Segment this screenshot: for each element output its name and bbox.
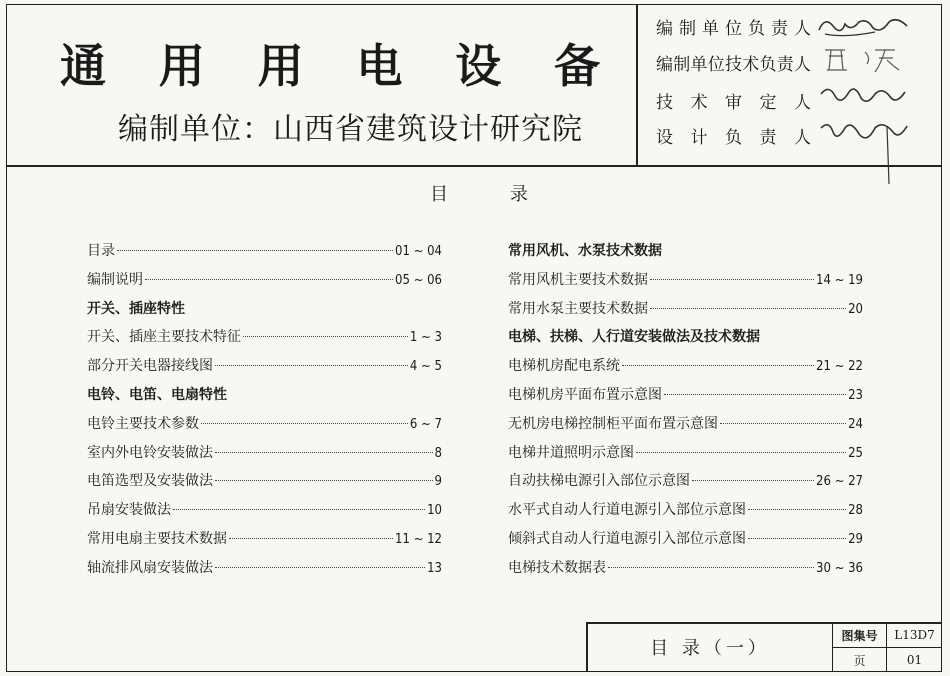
atlas-label: 图集号 xyxy=(841,628,878,643)
toc-item-pages: 30 ~ 36 xyxy=(816,560,863,576)
toc-item[interactable] xyxy=(508,528,863,548)
toc-item-pages: 6 ~ 7 xyxy=(409,416,442,432)
toc-item-label: 吊扇安装做法 xyxy=(87,502,171,519)
responsibility-label-char: 位 xyxy=(725,19,742,39)
toc-item-label: 无机房电梯控制柜平面布置示意图 xyxy=(508,415,718,432)
toc-item-label: 开关、插座主要技术特征 xyxy=(87,329,241,346)
toc-item-label: 水平式自动人行道电源引入部位示意图 xyxy=(508,502,746,519)
toc-section-heading: 开关、插座特性 xyxy=(87,300,185,317)
responsibility-label-char: 责 xyxy=(771,19,788,39)
responsibility-label-char: 人 xyxy=(794,55,811,75)
toc-item-label: 部分开关电器接线图 xyxy=(87,358,213,375)
toc-leader-dots xyxy=(243,336,408,337)
toc-item[interactable] xyxy=(87,413,442,433)
toc-item-label: 自动扶梯电源引入部位示意图 xyxy=(508,473,690,490)
responsibility-label-char: 编 xyxy=(656,19,673,39)
toc-leader-dots xyxy=(173,509,425,510)
responsibility-label-char: 编 xyxy=(656,55,673,75)
toc-item-pages: 4 ~ 5 xyxy=(409,359,442,375)
toc-item[interactable] xyxy=(87,355,442,375)
toc-item-pages: 25 xyxy=(848,445,863,461)
signature-1 xyxy=(815,12,915,42)
toc-item[interactable] xyxy=(87,269,442,289)
toc-item-pages: 20 xyxy=(848,301,863,317)
toc-item[interactable] xyxy=(87,557,442,577)
toc-leader-dots xyxy=(748,509,846,510)
toc-item-pages: 13 xyxy=(427,560,442,576)
responsibility-label-char: 人 xyxy=(794,128,811,148)
page-title-char: 用 xyxy=(158,39,205,93)
toc-item-label: 电梯机房配电系统 xyxy=(508,358,620,375)
toc-item[interactable] xyxy=(87,326,442,346)
toc-item-pages: 28 xyxy=(848,503,863,519)
toc-leader-dots xyxy=(117,250,393,251)
responsibility-label-char: 负 xyxy=(759,55,777,75)
toc-item-pages: 9 xyxy=(434,474,442,490)
toc-leader-dots xyxy=(636,452,846,453)
toc-item-label: 常用风机主要技术数据 xyxy=(508,271,648,288)
toc-leader-dots xyxy=(215,365,408,366)
toc-item-pages: 21 ~ 22 xyxy=(816,359,863,375)
toc-item-label: 电铃主要技术参数 xyxy=(87,415,199,432)
toc-item-label: 室内外电铃安装做法 xyxy=(87,444,213,461)
toc-item-pages: 01 ~ 04 xyxy=(395,244,442,259)
responsibility-label xyxy=(656,88,811,113)
toc-item[interactable] xyxy=(508,384,863,404)
toc-item-pages: 1 ~ 3 xyxy=(409,330,442,346)
toc-item[interactable] xyxy=(87,528,442,548)
toc-leader-dots xyxy=(748,538,846,539)
toc-item[interactable] xyxy=(508,355,863,375)
toc-leader-dots xyxy=(664,394,846,395)
toc-leader-dots xyxy=(215,567,425,568)
toc-item[interactable] xyxy=(508,442,863,462)
toc-item[interactable] xyxy=(508,557,863,577)
responsibility-label-char: 技 xyxy=(656,93,673,113)
signature-3 xyxy=(815,80,915,110)
responsibility-label-char: 责 xyxy=(759,128,777,148)
atlas-number: L13D7 xyxy=(894,628,935,642)
toc-item-label: 编制说明 xyxy=(87,271,143,288)
toc-item-pages: 14 ~ 19 xyxy=(816,272,863,288)
responsibility-box-divider xyxy=(636,4,638,166)
toc-item-label: 电梯技术数据表 xyxy=(508,559,606,576)
toc-item-pages: 10 xyxy=(427,503,442,519)
toc-item-pages: 05 ~ 06 xyxy=(395,272,442,288)
toc-item-pages: 23 xyxy=(848,388,863,403)
page-label: 页 xyxy=(853,653,866,668)
toc-leader-dots xyxy=(145,279,393,280)
responsibility-label-char: 制 xyxy=(679,19,696,39)
page-title xyxy=(60,30,600,96)
responsibility-label-char: 单 xyxy=(690,55,708,75)
responsibility-label-char: 位 xyxy=(707,55,725,75)
toc-item[interactable] xyxy=(508,470,863,490)
toc-item[interactable] xyxy=(508,298,863,318)
page-title-char: 备 xyxy=(553,39,600,93)
responsibility-label-char: 技 xyxy=(725,55,742,75)
toc-leader-dots xyxy=(692,480,814,481)
toc-heading-left: 目 xyxy=(430,184,448,205)
toc-item-label: 常用电扇主要技术数据 xyxy=(87,531,227,547)
toc-item[interactable] xyxy=(87,499,442,519)
responsibility-label xyxy=(656,14,811,39)
toc-item-label: 常用水泵主要技术数据 xyxy=(508,300,648,317)
toc-item-pages: 11 ~ 12 xyxy=(395,532,442,547)
toc-item[interactable] xyxy=(508,413,863,433)
toc-item-pages: 26 ~ 27 xyxy=(816,474,863,490)
signature-2 xyxy=(815,44,915,74)
toc-item-label: 电梯机房平面布置示意图 xyxy=(508,387,662,403)
toc-item-pages: 8 xyxy=(434,445,442,461)
toc-section-heading: 电铃、电笛、电扇特性 xyxy=(87,387,227,403)
toc-item-pages: 29 xyxy=(848,532,863,547)
toc-item-label: 倾斜式自动人行道电源引入部位示意图 xyxy=(508,531,746,547)
responsibility-label-char: 术 xyxy=(690,93,708,113)
toc-section-heading: 电梯、扶梯、人行道安装做法及技术数据 xyxy=(508,329,760,346)
sheet-title: 目 录（一） xyxy=(650,638,770,659)
responsibility-label xyxy=(656,50,811,75)
toc-item-label: 轴流排风扇安装做法 xyxy=(87,559,213,576)
toc-item-label: 电笛选型及安装做法 xyxy=(87,473,213,490)
responsibility-label-char: 负 xyxy=(748,19,765,39)
responsibility-label-char: 制 xyxy=(673,55,691,75)
toc-item[interactable] xyxy=(508,269,863,289)
toc-item-label: 电梯井道照明示意图 xyxy=(508,444,634,461)
toc-leader-dots xyxy=(608,567,814,568)
toc-section-heading: 常用风机、水泵技术数据 xyxy=(508,243,662,259)
toc-item[interactable] xyxy=(87,442,442,462)
toc-leader-dots xyxy=(650,279,814,280)
page-title-char: 设 xyxy=(455,39,502,93)
page-title-char: 通 xyxy=(60,39,106,93)
toc-leader-dots xyxy=(650,308,846,309)
responsibility-label-char: 人 xyxy=(794,93,811,113)
responsibility-label-char: 术 xyxy=(742,55,760,75)
toc-leader-dots xyxy=(215,480,433,481)
toc-leader-dots xyxy=(229,538,393,539)
responsibility-label-char: 负 xyxy=(725,128,742,148)
footer-left-line xyxy=(586,622,588,672)
toc-leader-dots xyxy=(215,452,433,453)
responsibility-label-char: 计 xyxy=(690,128,708,148)
toc-heading-right: 录 xyxy=(510,184,528,205)
responsibility-label-char: 责 xyxy=(776,55,794,75)
toc-leader-dots xyxy=(622,365,814,366)
toc-item-pages: 24 xyxy=(848,416,863,432)
responsibility-label xyxy=(656,123,811,148)
header-divider xyxy=(6,165,942,167)
page-title-char: 电 xyxy=(356,39,403,93)
compiling-unit: 编制单位：山西省建筑设计研究院 xyxy=(118,112,583,147)
responsibility-label-char: 设 xyxy=(656,128,673,148)
responsibility-label-char: 审 xyxy=(725,93,742,113)
page-number: 01 xyxy=(906,653,923,667)
responsibility-label-char: 人 xyxy=(794,19,811,39)
signature-4 xyxy=(815,118,915,188)
page-title-char: 用 xyxy=(257,39,304,93)
toc-leader-dots xyxy=(201,423,408,424)
toc-item[interactable] xyxy=(87,470,442,490)
toc-item[interactable] xyxy=(508,499,863,519)
toc-item[interactable] xyxy=(87,240,442,260)
responsibility-label-char: 定 xyxy=(759,93,777,113)
responsibility-label-char: 单 xyxy=(702,19,719,39)
toc-item-label: 目录 xyxy=(87,243,115,259)
toc-leader-dots xyxy=(720,423,846,424)
